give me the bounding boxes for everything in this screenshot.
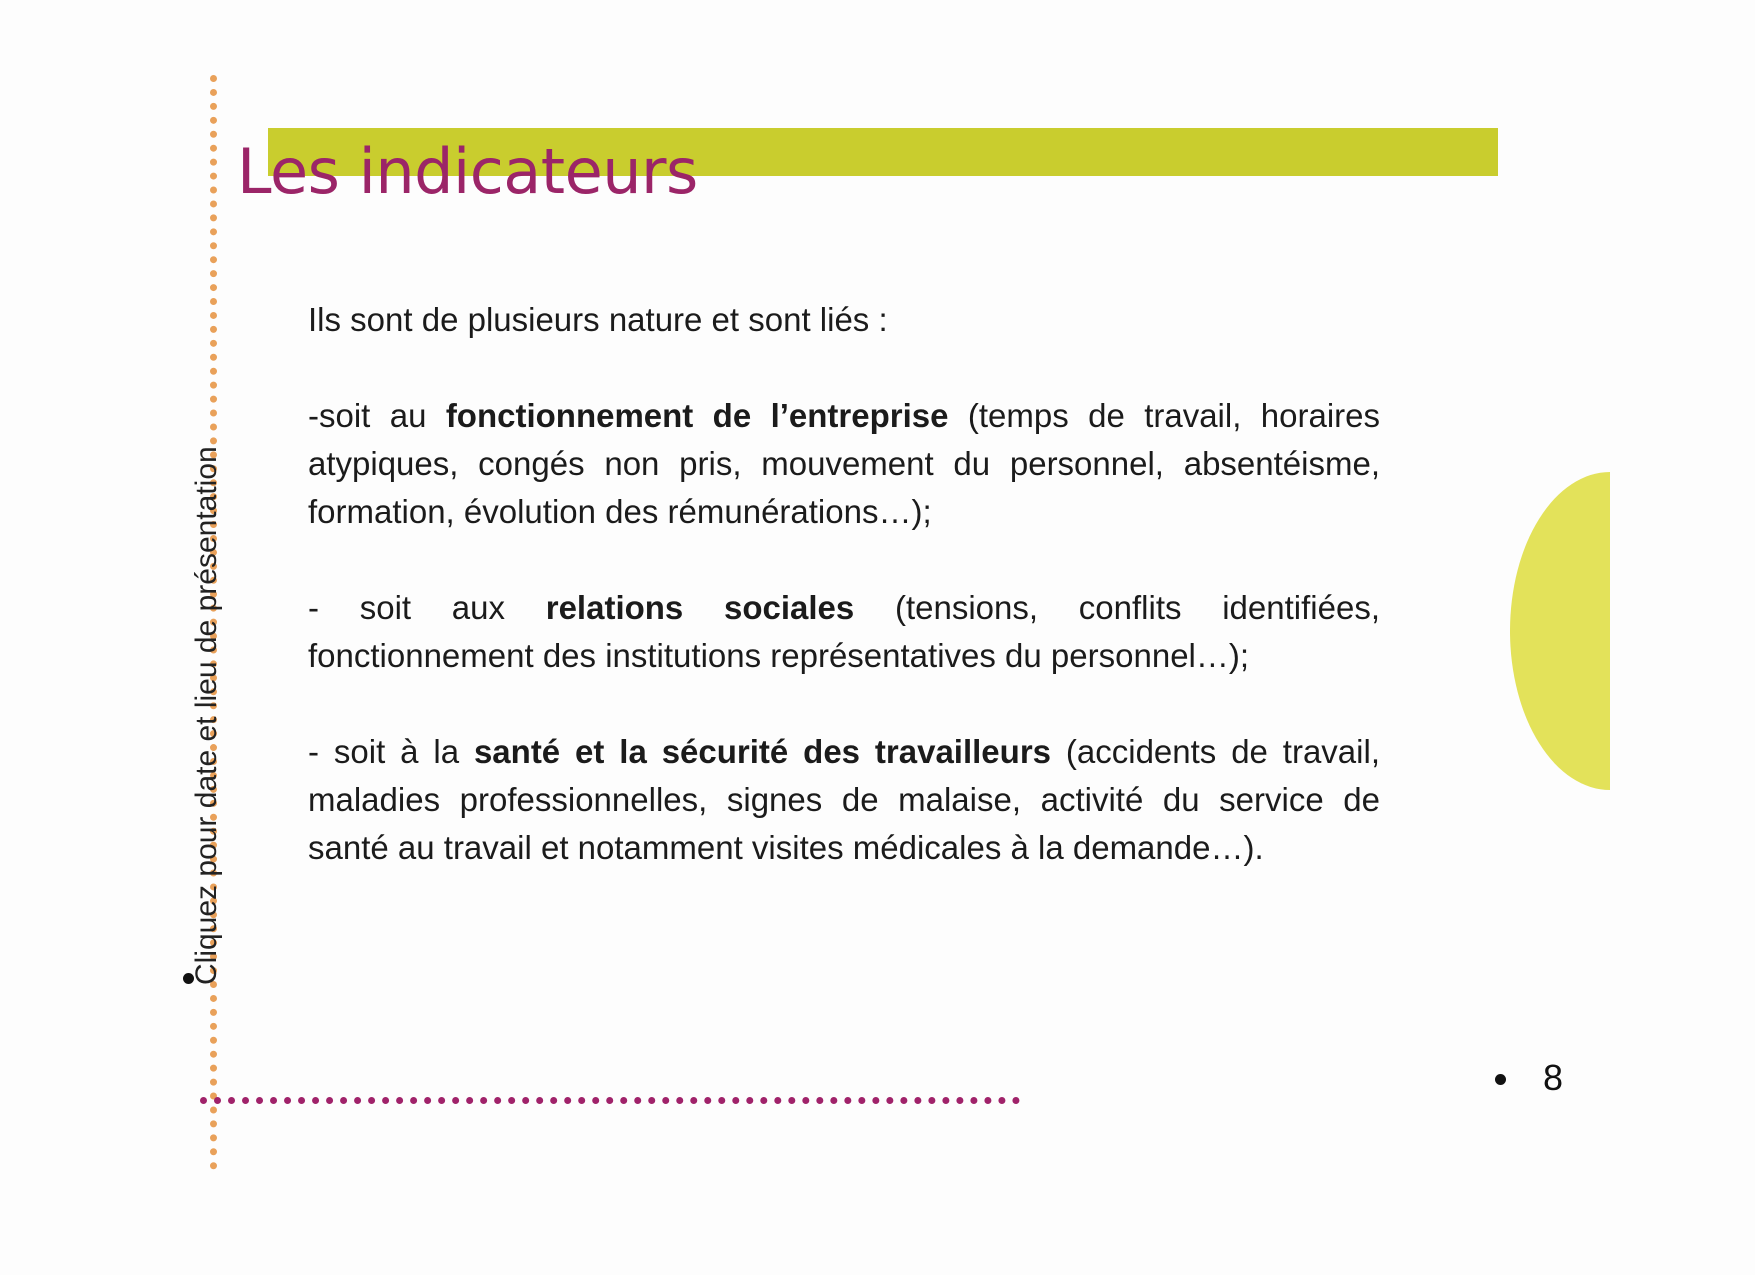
- item-prefix: -soit au: [308, 397, 446, 434]
- intro-text: Ils sont de plusieurs nature et sont liés :: [308, 301, 888, 338]
- slide-title: Les indicateurs: [237, 135, 698, 208]
- item-bold: fonctionnement de l’entreprise: [445, 397, 949, 434]
- indicator-item: [308, 392, 1380, 536]
- item-rest: (temps de travail, horaires atypiques, congés non pris, mouvement du personnel, absentéisme, formation, évolution des rémunérations…);: [308, 397, 1380, 530]
- decorative-half-circle: [1510, 472, 1610, 790]
- item-bold: relations sociales: [545, 589, 855, 626]
- item-prefix: - soit à la: [308, 733, 474, 770]
- indicator-item: [308, 584, 1380, 680]
- slide-body: [308, 296, 1380, 920]
- item-bold: santé et la sécurité des travailleurs: [473, 733, 1052, 770]
- horizontal-dotted-line: [200, 1097, 1020, 1104]
- indicator-item: [308, 728, 1380, 872]
- item-rest: (tensions, conflits identifiées, fonctionnement des institutions représentatives du personnel…);: [308, 589, 1380, 674]
- item-prefix: - soit aux: [308, 589, 546, 626]
- page-number-bullet: [1495, 1074, 1506, 1085]
- page-number: 8: [1543, 1057, 1564, 1098]
- item-rest: (accidents de travail, maladies professionnelles, signes de malaise, activité du service de santé au travail et notamment visites médicales à la demande…).: [308, 733, 1380, 866]
- sidebar-date-location-text: Cliquez pour date et lieu de présentation: [190, 446, 223, 985]
